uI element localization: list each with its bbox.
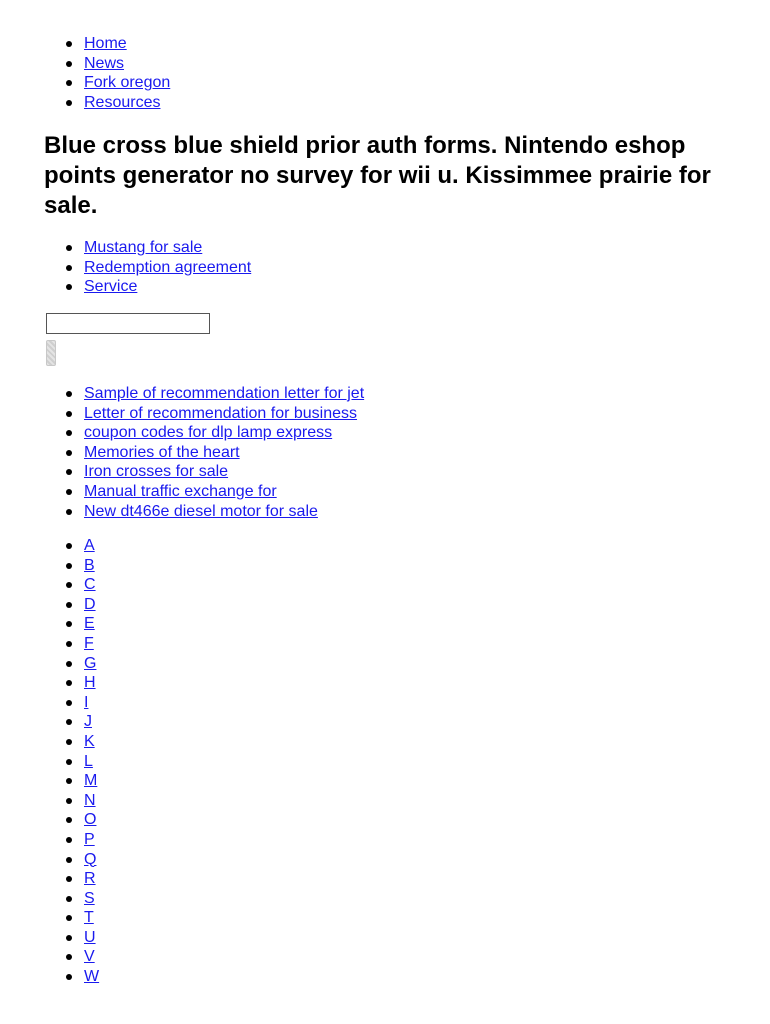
nav-link-home[interactable]: Home (84, 35, 127, 52)
top-nav-item (84, 34, 170, 54)
related-link[interactable]: coupon codes for dlp lamp express (84, 424, 333, 442)
alphabet-link[interactable]: P (84, 830, 95, 848)
related-link[interactable]: Sample of recommendation letter for jet (84, 385, 365, 402)
alphabet-link[interactable]: Q (84, 850, 97, 868)
alphabet-index (0, 536, 99, 987)
alphabet-link[interactable]: I (84, 693, 89, 711)
list-item (84, 482, 364, 502)
list-item (84, 712, 99, 732)
list-item (84, 947, 99, 967)
nav-link-news[interactable]: News (84, 54, 125, 72)
list-item (84, 462, 364, 482)
alphabet-link[interactable]: T (84, 909, 94, 927)
list-item (84, 928, 99, 948)
list-item (84, 830, 99, 850)
alphabet-link[interactable]: B (84, 556, 95, 574)
related-links-list (0, 384, 364, 521)
top-nav-item (84, 73, 170, 93)
list-item (84, 810, 99, 830)
search-button[interactable] (46, 340, 56, 366)
list-item (84, 502, 364, 522)
alphabet-link[interactable]: U (84, 928, 96, 946)
alphabet-link[interactable]: F (84, 634, 94, 652)
list-item (84, 404, 364, 424)
alphabet-link[interactable]: A (84, 537, 95, 554)
related-link[interactable]: New dt466e diesel motor for sale (84, 502, 318, 520)
top-nav-item (84, 93, 170, 113)
list-item (84, 967, 99, 987)
nav-link-resources[interactable]: Resources (84, 93, 161, 111)
alphabet-link[interactable]: R (84, 870, 96, 888)
nav-link-service[interactable]: Service (84, 278, 138, 296)
secondary-nav-item (84, 277, 251, 297)
list-item (84, 869, 99, 889)
secondary-nav (0, 238, 251, 297)
alphabet-link[interactable]: G (84, 654, 97, 672)
list-item (84, 634, 99, 654)
secondary-nav-item (84, 258, 251, 278)
alphabet-link[interactable]: L (84, 752, 93, 770)
list-item (84, 536, 99, 556)
related-link[interactable]: Memories of the heart (84, 443, 240, 461)
list-item (84, 732, 99, 752)
list-item (84, 423, 364, 443)
alphabet-link[interactable]: M (84, 772, 98, 790)
alphabet-link[interactable]: H (84, 674, 96, 692)
list-item (84, 595, 99, 615)
secondary-nav-item (84, 238, 251, 258)
search-input[interactable] (46, 313, 210, 334)
alphabet-link[interactable]: D (84, 595, 96, 613)
alphabet-link[interactable]: S (84, 889, 95, 907)
list-item (84, 654, 99, 674)
list-item (84, 693, 99, 713)
list-item (84, 791, 99, 811)
list-item (84, 771, 99, 791)
list-item (84, 850, 99, 870)
alphabet-link[interactable]: O (84, 811, 97, 829)
page-headline: Blue cross blue shield prior auth forms. Nintendo eshop points generator no survey for wii u. Kissimmee prairie for sale. (44, 132, 711, 219)
related-link[interactable]: Manual traffic exchange for (84, 482, 277, 500)
nav-link-mustang-for-sale[interactable]: Mustang for sale (84, 239, 203, 256)
related-link[interactable]: Iron crosses for sale (84, 463, 229, 481)
alphabet-link[interactable]: W (84, 968, 100, 986)
list-item (84, 752, 99, 772)
related-link[interactable]: Letter of recommendation for business (84, 404, 358, 422)
nav-link-fork-oregon[interactable]: Fork oregon (84, 74, 171, 92)
list-item (84, 614, 99, 634)
list-item (84, 384, 364, 404)
list-item (84, 443, 364, 463)
alphabet-link[interactable]: E (84, 615, 95, 633)
nav-link-redemption-agreement[interactable]: Redemption agreement (84, 258, 252, 276)
top-nav-item (84, 54, 170, 74)
alphabet-link[interactable]: C (84, 576, 96, 594)
top-nav (0, 34, 170, 112)
list-item (84, 889, 99, 909)
list-item (84, 908, 99, 928)
list-item (84, 575, 99, 595)
alphabet-link[interactable]: N (84, 791, 96, 809)
list-item (84, 673, 99, 693)
alphabet-link[interactable]: K (84, 732, 95, 750)
alphabet-link[interactable]: J (84, 713, 92, 731)
alphabet-link[interactable]: V (84, 948, 95, 966)
list-item (84, 556, 99, 576)
